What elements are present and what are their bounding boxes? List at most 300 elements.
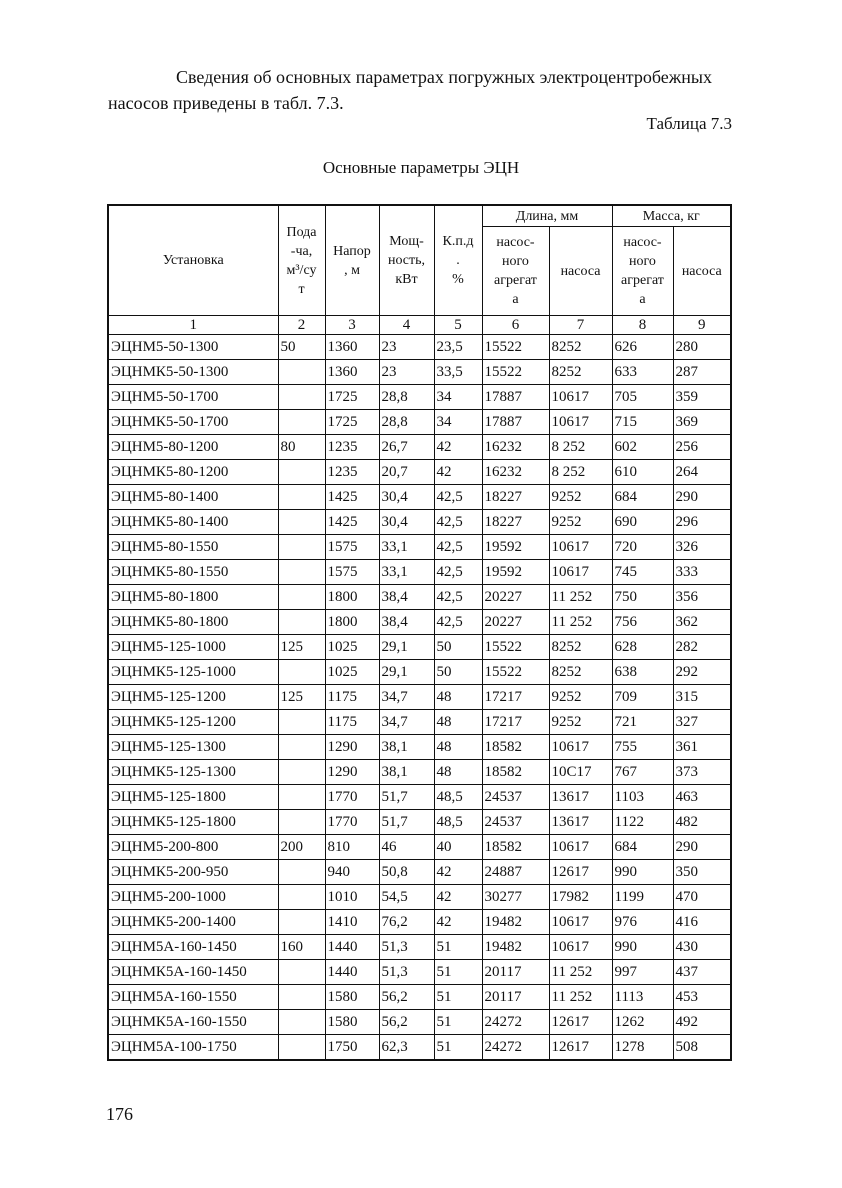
- column-number: 4: [379, 316, 434, 335]
- cell-power: 38,4: [379, 585, 434, 610]
- header-length-pump: насоса: [549, 227, 612, 316]
- cell-head: 1025: [325, 660, 379, 685]
- table-row: [108, 385, 731, 410]
- cell-power: 51,7: [379, 810, 434, 835]
- cell-mass-pump: 437: [673, 960, 731, 985]
- cell-unit: ЭЦНМК5-80-1200: [108, 460, 278, 485]
- intro-paragraph: [108, 64, 748, 116]
- cell-mass-aggregate: 755: [612, 735, 673, 760]
- table-row: [108, 760, 731, 785]
- cell-mass-pump: 463: [673, 785, 731, 810]
- cell-efficiency: 51: [434, 1035, 482, 1061]
- cell-power: 38,1: [379, 735, 434, 760]
- cell-length-aggregate: 17217: [482, 710, 549, 735]
- cell-head: 1800: [325, 585, 379, 610]
- cell-mass-aggregate: 976: [612, 910, 673, 935]
- table-label: Таблица 7.3: [646, 114, 732, 133]
- header-feed-line2: -ча,: [290, 243, 313, 259]
- cell-feed: [278, 735, 325, 760]
- cell-unit: ЭЦНМК5-200-1400: [108, 910, 278, 935]
- cell-efficiency: 42,5: [434, 510, 482, 535]
- cell-mass-pump: 290: [673, 485, 731, 510]
- cell-power: 29,1: [379, 635, 434, 660]
- table-row: [108, 710, 731, 735]
- cell-length-pump: 10617: [549, 735, 612, 760]
- cell-feed: [278, 910, 325, 935]
- cell-head: 1025: [325, 635, 379, 660]
- cell-power: 28,8: [379, 410, 434, 435]
- header-power-line3: кВт: [395, 272, 418, 287]
- cell-unit: ЭЦНМ5-125-1800: [108, 785, 278, 810]
- cell-head: 810: [325, 835, 379, 860]
- cell-unit: ЭЦНМ5-80-1200: [108, 435, 278, 460]
- header-feed-line1: Пода: [286, 224, 317, 240]
- cell-length-aggregate: 20117: [482, 960, 549, 985]
- cell-power: 33,1: [379, 560, 434, 585]
- cell-efficiency: 48: [434, 735, 482, 760]
- cell-unit: ЭЦНМ5-125-1000: [108, 635, 278, 660]
- cell-power: 23: [379, 335, 434, 360]
- cell-feed: [278, 510, 325, 535]
- header-mass-pump: насоса: [673, 227, 731, 316]
- table-row: [108, 685, 731, 710]
- header-length-aggregate: [482, 227, 549, 316]
- cell-length-aggregate: 24537: [482, 810, 549, 835]
- cell-mass-pump: 430: [673, 935, 731, 960]
- cell-efficiency: 48: [434, 760, 482, 785]
- cell-mass-aggregate: 690: [612, 510, 673, 535]
- cell-power: 38,4: [379, 610, 434, 635]
- cell-feed: [278, 710, 325, 735]
- cell-efficiency: 42: [434, 860, 482, 885]
- cell-feed: 125: [278, 635, 325, 660]
- cell-mass-pump: 264: [673, 460, 731, 485]
- cell-length-aggregate: 19592: [482, 535, 549, 560]
- cell-power: 29,1: [379, 660, 434, 685]
- cell-length-pump: 11 252: [549, 960, 612, 985]
- cell-length-pump: 11 252: [549, 585, 612, 610]
- cell-mass-pump: 296: [673, 510, 731, 535]
- cell-mass-aggregate: 720: [612, 535, 673, 560]
- table-row: [108, 1010, 731, 1035]
- cell-head: 1425: [325, 485, 379, 510]
- cell-power: 50,8: [379, 860, 434, 885]
- cell-mass-pump: 350: [673, 860, 731, 885]
- cell-feed: [278, 585, 325, 610]
- cell-mass-pump: 327: [673, 710, 731, 735]
- cell-feed: [278, 385, 325, 410]
- table-row: [108, 885, 731, 910]
- cell-mass-aggregate: 745: [612, 560, 673, 585]
- cell-efficiency: 42: [434, 910, 482, 935]
- header-feed-line4: т: [298, 281, 305, 297]
- header-length-agg-line4: а: [512, 292, 519, 307]
- cell-length-aggregate: 20227: [482, 585, 549, 610]
- cell-mass-pump: 359: [673, 385, 731, 410]
- table-row: [108, 985, 731, 1010]
- cell-unit: ЭЦНМ5-125-1300: [108, 735, 278, 760]
- cell-unit: ЭЦНМ5А-160-1450: [108, 935, 278, 960]
- cell-mass-aggregate: 638: [612, 660, 673, 685]
- table-row: [108, 860, 731, 885]
- cell-head: 1360: [325, 360, 379, 385]
- cell-head: 1235: [325, 435, 379, 460]
- column-number: 5: [434, 316, 482, 335]
- cell-head: 1360: [325, 335, 379, 360]
- table-row: [108, 335, 731, 360]
- intro-text: Сведения об основных параметрах погружных электроцентробежных насосов приведены в табл. 7.3.: [108, 67, 712, 113]
- cell-power: 38,1: [379, 760, 434, 785]
- table-row: [108, 635, 731, 660]
- cell-efficiency: 48: [434, 710, 482, 735]
- header-row-1: [108, 205, 731, 227]
- cell-power: 28,8: [379, 385, 434, 410]
- cell-mass-pump: 333: [673, 560, 731, 585]
- cell-length-pump: 10617: [549, 935, 612, 960]
- cell-feed: [278, 560, 325, 585]
- page-number: 176: [106, 1104, 133, 1124]
- cell-power: 30,4: [379, 510, 434, 535]
- cell-unit: ЭЦНМК5-50-1300: [108, 360, 278, 385]
- table-row: [108, 510, 731, 535]
- header-power-line2: ность,: [387, 253, 426, 268]
- cell-unit: ЭЦНМК5-80-1400: [108, 510, 278, 535]
- cell-length-pump: 8252: [549, 635, 612, 660]
- cell-efficiency: 51: [434, 1010, 482, 1035]
- cell-efficiency: 51: [434, 960, 482, 985]
- cell-length-aggregate: 24537: [482, 785, 549, 810]
- cell-length-pump: 10617: [549, 385, 612, 410]
- cell-head: 1750: [325, 1035, 379, 1061]
- cell-mass-aggregate: 610: [612, 460, 673, 485]
- cell-length-aggregate: 17887: [482, 410, 549, 435]
- cell-mass-pump: 470: [673, 885, 731, 910]
- column-number: 6: [482, 316, 549, 335]
- cell-efficiency: 33,5: [434, 360, 482, 385]
- table-row: [108, 410, 731, 435]
- cell-head: 1175: [325, 685, 379, 710]
- cell-feed: [278, 1035, 325, 1061]
- cell-unit: ЭЦНМК5-125-1200: [108, 710, 278, 735]
- table-row: [108, 435, 731, 460]
- header-power: [379, 205, 434, 316]
- cell-length-aggregate: 24272: [482, 1035, 549, 1061]
- cell-unit: ЭЦНМ5-200-1000: [108, 885, 278, 910]
- cell-feed: [278, 360, 325, 385]
- cell-mass-pump: 282: [673, 635, 731, 660]
- table-row: [108, 960, 731, 985]
- cell-mass-aggregate: 1103: [612, 785, 673, 810]
- cell-mass-aggregate: 715: [612, 410, 673, 435]
- cell-mass-pump: 492: [673, 1010, 731, 1035]
- cell-efficiency: 42: [434, 460, 482, 485]
- cell-length-aggregate: 18582: [482, 760, 549, 785]
- cell-feed: [278, 485, 325, 510]
- table-row: [108, 835, 731, 860]
- cell-length-aggregate: 19482: [482, 910, 549, 935]
- cell-mass-aggregate: 721: [612, 710, 673, 735]
- header-eff-line1: К.п.д: [442, 234, 474, 249]
- header-head: [325, 205, 379, 316]
- cell-head: 1410: [325, 910, 379, 935]
- cell-length-pump: 8 252: [549, 435, 612, 460]
- cell-mass-aggregate: 756: [612, 610, 673, 635]
- cell-mass-aggregate: 1122: [612, 810, 673, 835]
- cell-power: 26,7: [379, 435, 434, 460]
- cell-power: 34,7: [379, 710, 434, 735]
- cell-head: 1235: [325, 460, 379, 485]
- cell-unit: ЭЦНМК5А-160-1450: [108, 960, 278, 985]
- cell-length-pump: 8252: [549, 660, 612, 685]
- cell-unit: ЭЦНМК5-80-1800: [108, 610, 278, 635]
- cell-head: 1175: [325, 710, 379, 735]
- header-feed: [278, 205, 325, 316]
- cell-mass-aggregate: 709: [612, 685, 673, 710]
- cell-mass-aggregate: 684: [612, 485, 673, 510]
- table-row: [108, 1035, 731, 1061]
- cell-mass-aggregate: 997: [612, 960, 673, 985]
- cell-mass-aggregate: 1262: [612, 1010, 673, 1035]
- cell-length-pump: 8252: [549, 335, 612, 360]
- cell-head: 1010: [325, 885, 379, 910]
- header-mass-aggregate: [612, 227, 673, 316]
- cell-mass-aggregate: 684: [612, 835, 673, 860]
- cell-length-pump: 17982: [549, 885, 612, 910]
- cell-mass-pump: 482: [673, 810, 731, 835]
- table-row: [108, 910, 731, 935]
- cell-head: 1440: [325, 935, 379, 960]
- cell-mass-aggregate: 1113: [612, 985, 673, 1010]
- cell-length-pump: 8252: [549, 360, 612, 385]
- cell-feed: [278, 660, 325, 685]
- cell-efficiency: 51: [434, 985, 482, 1010]
- pump-parameters-table: [107, 204, 732, 1061]
- cell-mass-pump: 292: [673, 660, 731, 685]
- cell-unit: ЭЦНМК5-125-1300: [108, 760, 278, 785]
- cell-mass-pump: 416: [673, 910, 731, 935]
- cell-efficiency: 51: [434, 935, 482, 960]
- table-row: [108, 660, 731, 685]
- cell-power: 54,5: [379, 885, 434, 910]
- cell-length-aggregate: 18582: [482, 735, 549, 760]
- cell-feed: [278, 960, 325, 985]
- cell-length-aggregate: 18227: [482, 485, 549, 510]
- cell-length-aggregate: 15522: [482, 360, 549, 385]
- cell-length-pump: 9252: [549, 485, 612, 510]
- cell-mass-aggregate: 1199: [612, 885, 673, 910]
- cell-mass-pump: 362: [673, 610, 731, 635]
- cell-length-aggregate: 18227: [482, 510, 549, 535]
- cell-mass-aggregate: 767: [612, 760, 673, 785]
- cell-efficiency: 34: [434, 385, 482, 410]
- table-row: [108, 360, 731, 385]
- header-feed-line3: м³/су: [286, 262, 317, 278]
- cell-feed: [278, 885, 325, 910]
- column-number: 1: [108, 316, 278, 335]
- table-body: [108, 316, 731, 1061]
- cell-efficiency: 42,5: [434, 610, 482, 635]
- cell-head: 1770: [325, 785, 379, 810]
- cell-head: 1575: [325, 560, 379, 585]
- table-header: [108, 205, 731, 316]
- cell-feed: 200: [278, 835, 325, 860]
- cell-head: 1580: [325, 985, 379, 1010]
- cell-efficiency: 50: [434, 660, 482, 685]
- cell-length-aggregate: 18582: [482, 835, 549, 860]
- cell-head: 1440: [325, 960, 379, 985]
- column-number: 2: [278, 316, 325, 335]
- cell-power: 62,3: [379, 1035, 434, 1061]
- cell-length-pump: 10617: [549, 910, 612, 935]
- cell-length-aggregate: 20117: [482, 985, 549, 1010]
- cell-feed: 125: [278, 685, 325, 710]
- cell-efficiency: 42,5: [434, 485, 482, 510]
- cell-unit: ЭЦНМ5А-160-1550: [108, 985, 278, 1010]
- cell-length-pump: 11 252: [549, 985, 612, 1010]
- cell-efficiency: 48,5: [434, 810, 482, 835]
- cell-power: 46: [379, 835, 434, 860]
- cell-head: 1580: [325, 1010, 379, 1035]
- cell-feed: [278, 860, 325, 885]
- cell-mass-pump: 356: [673, 585, 731, 610]
- cell-mass-aggregate: 602: [612, 435, 673, 460]
- cell-feed: [278, 785, 325, 810]
- table-row: [108, 610, 731, 635]
- header-mass-agg-line3: агрегат: [621, 273, 664, 288]
- cell-length-pump: 8 252: [549, 460, 612, 485]
- cell-mass-pump: 508: [673, 1035, 731, 1061]
- cell-mass-pump: 453: [673, 985, 731, 1010]
- cell-power: 34,7: [379, 685, 434, 710]
- cell-power: 33,1: [379, 535, 434, 560]
- cell-mass-aggregate: 750: [612, 585, 673, 610]
- cell-efficiency: 42: [434, 435, 482, 460]
- table-row: [108, 810, 731, 835]
- table-row: [108, 460, 731, 485]
- header-mass-group: Масса, кг: [612, 205, 731, 227]
- cell-length-pump: 13617: [549, 810, 612, 835]
- cell-feed: [278, 810, 325, 835]
- cell-length-aggregate: 19482: [482, 935, 549, 960]
- cell-length-aggregate: 20227: [482, 610, 549, 635]
- header-mass-agg-line4: а: [639, 292, 646, 307]
- cell-mass-pump: 287: [673, 360, 731, 385]
- cell-efficiency: 42,5: [434, 535, 482, 560]
- cell-power: 51,7: [379, 785, 434, 810]
- table-row: [108, 735, 731, 760]
- cell-mass-pump: 280: [673, 335, 731, 360]
- cell-unit: ЭЦНМК5-125-1800: [108, 810, 278, 835]
- cell-head: 1290: [325, 760, 379, 785]
- cell-length-pump: 10617: [549, 835, 612, 860]
- cell-efficiency: 40: [434, 835, 482, 860]
- header-length-agg-line2: ного: [502, 254, 529, 269]
- cell-unit: ЭЦНМ5-80-1550: [108, 535, 278, 560]
- cell-efficiency: 34: [434, 410, 482, 435]
- table-title: Основные параметры ЭЦН: [322, 158, 520, 177]
- table-row: [108, 785, 731, 810]
- cell-head: 1725: [325, 385, 379, 410]
- cell-mass-pump: 290: [673, 835, 731, 860]
- cell-mass-aggregate: 1278: [612, 1035, 673, 1061]
- header-mass-agg-line2: ного: [629, 254, 656, 269]
- cell-unit: ЭЦНМК5-80-1550: [108, 560, 278, 585]
- cell-unit: ЭЦНМ5-80-1400: [108, 485, 278, 510]
- cell-unit: ЭЦНМК5-50-1700: [108, 410, 278, 435]
- cell-feed: 80: [278, 435, 325, 460]
- cell-length-pump: 10617: [549, 560, 612, 585]
- cell-length-aggregate: 30277: [482, 885, 549, 910]
- cell-length-aggregate: 15522: [482, 660, 549, 685]
- cell-mass-aggregate: 633: [612, 360, 673, 385]
- cell-mass-pump: 315: [673, 685, 731, 710]
- cell-length-aggregate: 16232: [482, 460, 549, 485]
- cell-length-aggregate: 17887: [482, 385, 549, 410]
- cell-power: 56,2: [379, 985, 434, 1010]
- table-row: [108, 585, 731, 610]
- cell-power: 76,2: [379, 910, 434, 935]
- cell-efficiency: 48: [434, 685, 482, 710]
- cell-mass-aggregate: 990: [612, 860, 673, 885]
- cell-efficiency: 23,5: [434, 335, 482, 360]
- cell-feed: [278, 760, 325, 785]
- cell-power: 30,4: [379, 485, 434, 510]
- cell-mass-pump: 373: [673, 760, 731, 785]
- cell-feed: [278, 1010, 325, 1035]
- header-length-group: Длина, мм: [482, 205, 612, 227]
- cell-efficiency: 42,5: [434, 560, 482, 585]
- cell-length-aggregate: 24272: [482, 1010, 549, 1035]
- cell-feed: [278, 535, 325, 560]
- cell-length-pump: 9252: [549, 710, 612, 735]
- cell-efficiency: 42: [434, 885, 482, 910]
- header-length-agg-line3: агрегат: [494, 273, 537, 288]
- cell-power: 56,2: [379, 1010, 434, 1035]
- column-number: 7: [549, 316, 612, 335]
- cell-length-pump: 12617: [549, 1010, 612, 1035]
- cell-head: 1800: [325, 610, 379, 635]
- column-number-row: [108, 316, 731, 335]
- cell-unit: ЭЦНМ5-125-1200: [108, 685, 278, 710]
- header-power-line1: Мощ-: [389, 234, 424, 249]
- cell-length-pump: 12617: [549, 1035, 612, 1061]
- header-mass-agg-line1: насос-: [623, 235, 662, 250]
- cell-efficiency: 42,5: [434, 585, 482, 610]
- cell-feed: [278, 610, 325, 635]
- cell-length-aggregate: 17217: [482, 685, 549, 710]
- cell-length-pump: 10617: [549, 410, 612, 435]
- cell-power: 23: [379, 360, 434, 385]
- cell-feed: [278, 985, 325, 1010]
- column-number: 9: [673, 316, 731, 335]
- cell-head: 1290: [325, 735, 379, 760]
- cell-mass-pump: 256: [673, 435, 731, 460]
- cell-head: 1425: [325, 510, 379, 535]
- cell-efficiency: 48,5: [434, 785, 482, 810]
- cell-unit: ЭЦНМК5-125-1000: [108, 660, 278, 685]
- cell-unit: ЭЦНМК5А-160-1550: [108, 1010, 278, 1035]
- cell-mass-pump: 369: [673, 410, 731, 435]
- column-number: 3: [325, 316, 379, 335]
- cell-length-aggregate: 15522: [482, 335, 549, 360]
- header-eff-line3: %: [452, 272, 464, 287]
- cell-unit: ЭЦНМК5-200-950: [108, 860, 278, 885]
- header-length-agg-line1: насос-: [496, 235, 535, 250]
- cell-mass-pump: 361: [673, 735, 731, 760]
- table-row: [108, 560, 731, 585]
- cell-power: 51,3: [379, 935, 434, 960]
- cell-efficiency: 50: [434, 635, 482, 660]
